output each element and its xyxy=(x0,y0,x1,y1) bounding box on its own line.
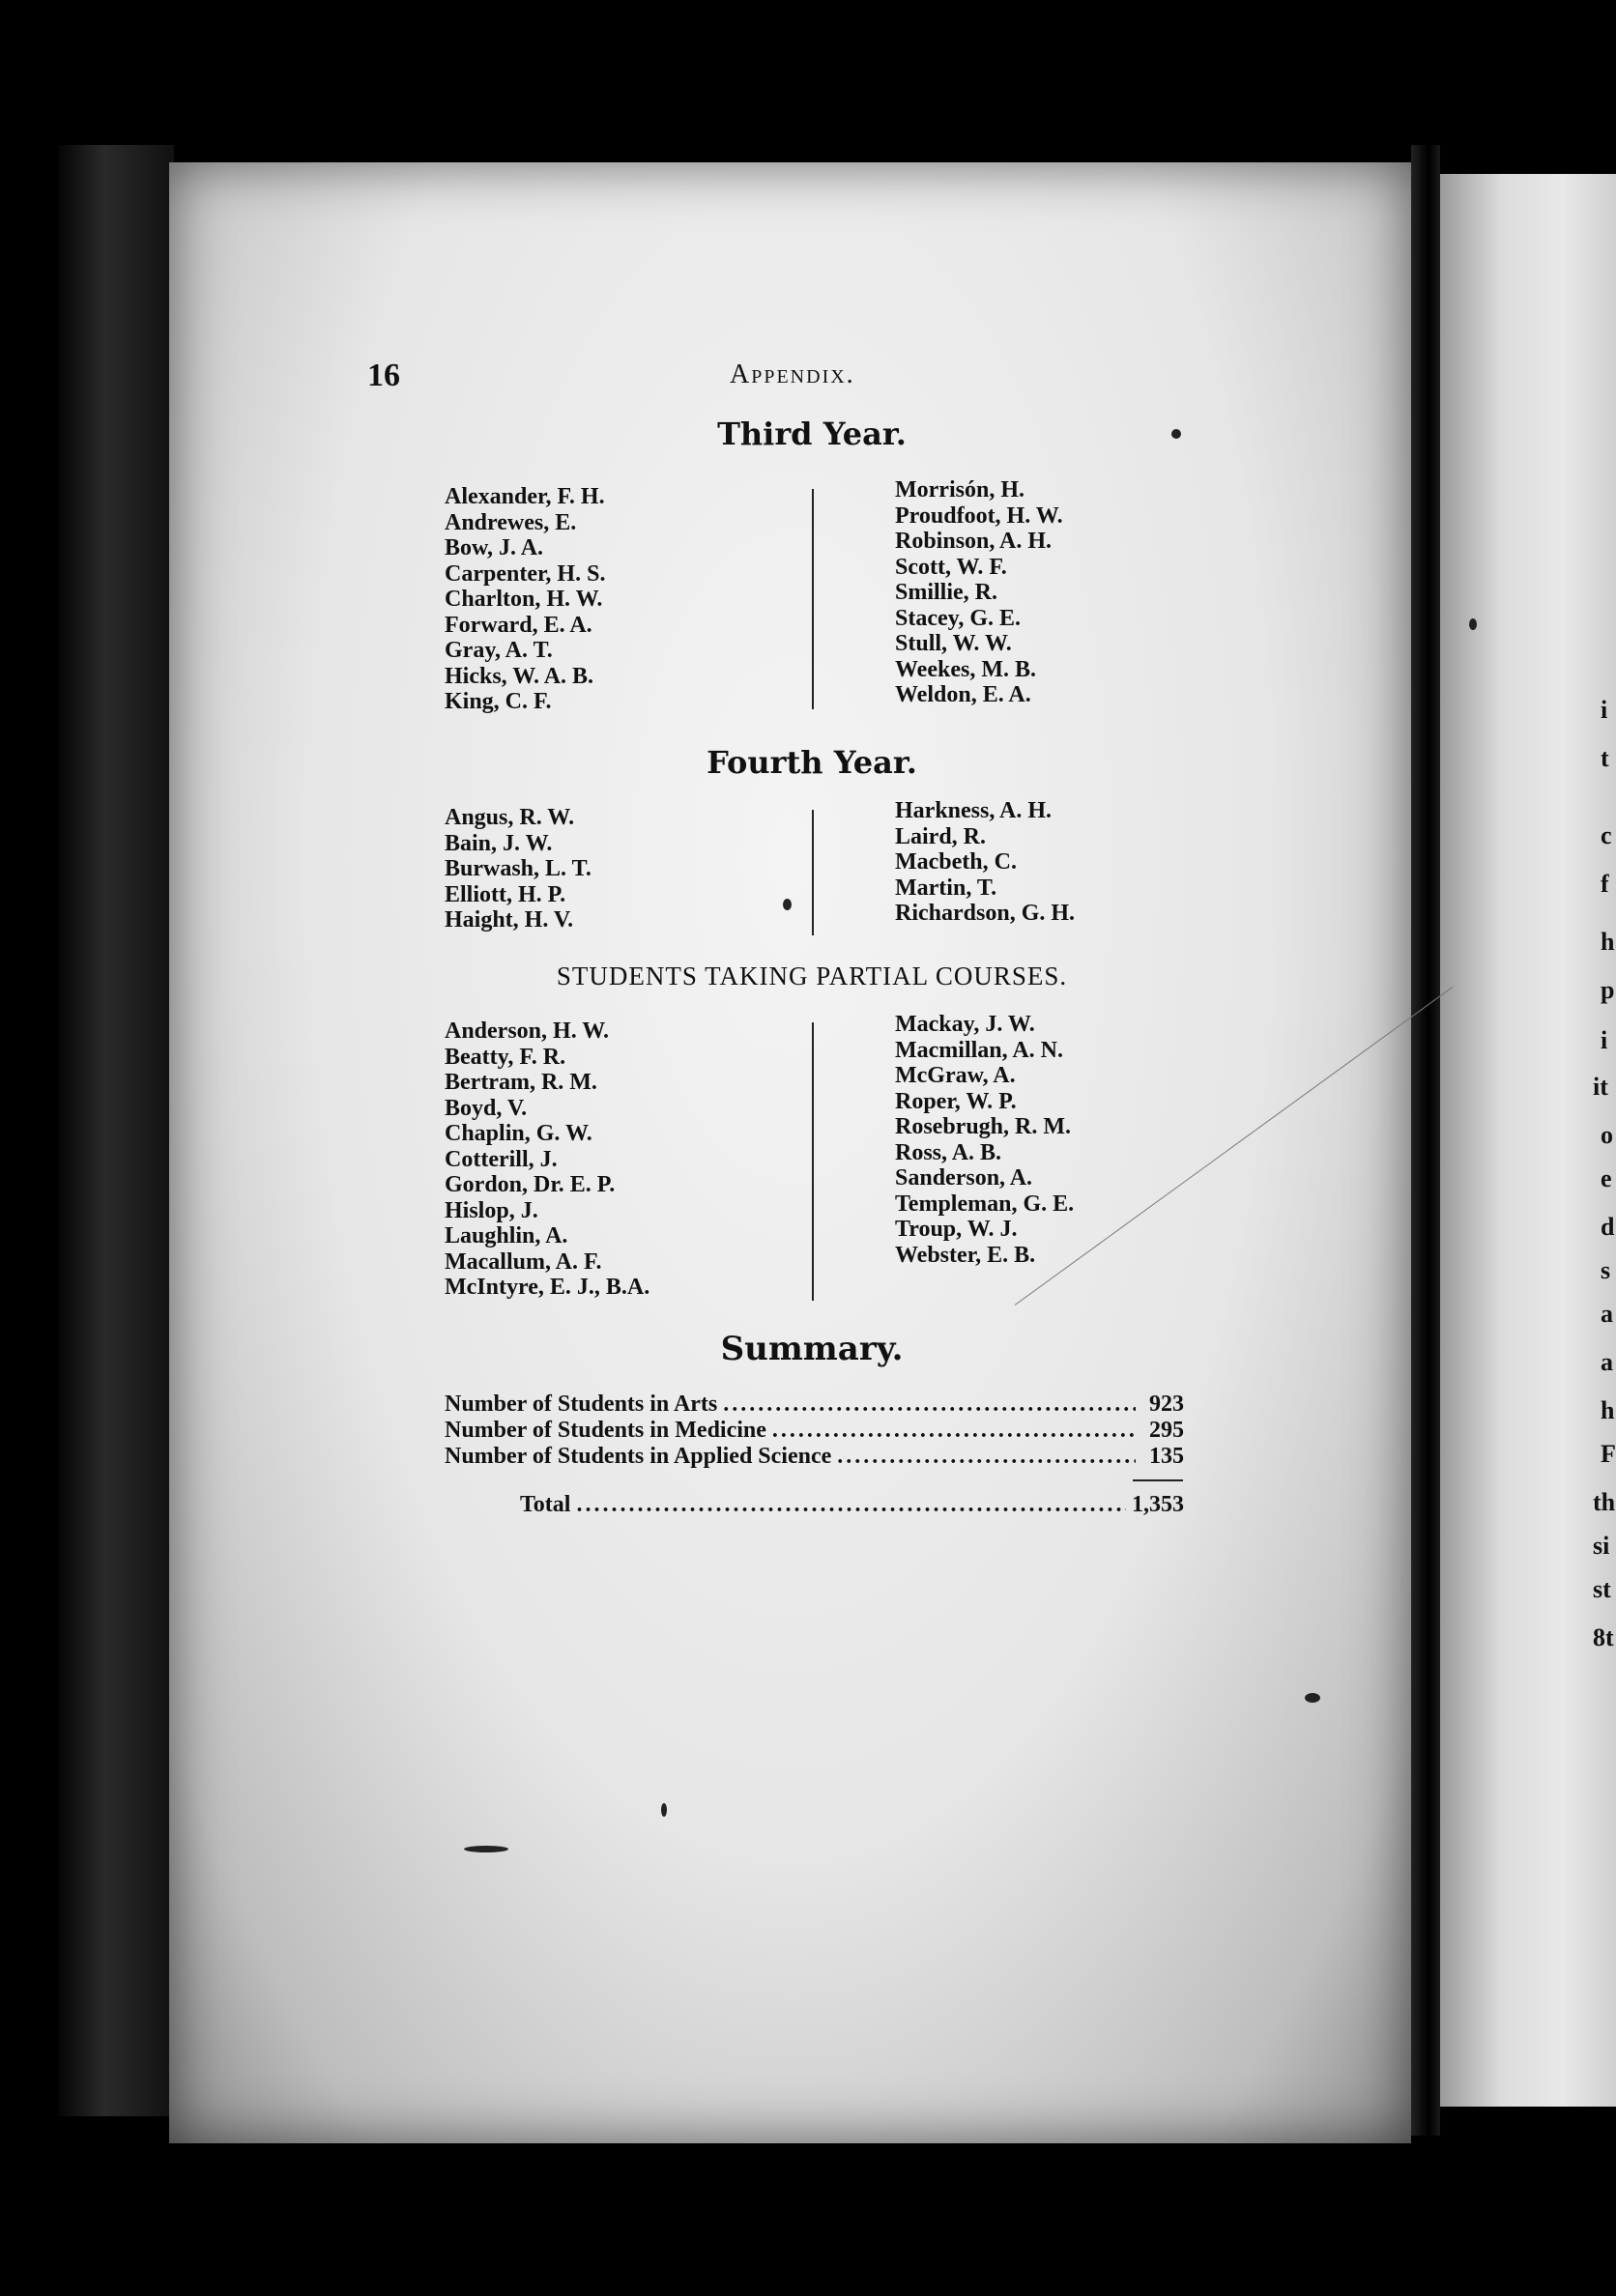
student-name: Weldon, E. A. xyxy=(895,682,1031,707)
adjacent-page-text-fragment: h xyxy=(1601,1396,1615,1424)
student-name: Proudfoot, H. W. xyxy=(895,502,1063,529)
total-value: 1,353 xyxy=(1132,1492,1184,1517)
summary-value: 135 xyxy=(1149,1444,1184,1469)
adjacent-page-text-fragment: o xyxy=(1601,1121,1613,1149)
scan-speck xyxy=(464,1846,508,1852)
student-name: Beatty, F. R. xyxy=(445,1044,566,1070)
scan-speck xyxy=(1305,1693,1320,1703)
adjacent-page-text-fragment: c xyxy=(1601,821,1612,849)
partial-right-column xyxy=(895,1012,1074,1268)
student-name: Gordon, Dr. E. P. xyxy=(445,1172,616,1197)
scan-speck xyxy=(1171,429,1181,439)
student-name: Rosebrugh, R. M. xyxy=(895,1114,1072,1139)
student-name: Webster, E. B. xyxy=(895,1242,1036,1268)
student-name: Bow, J. A. xyxy=(445,535,544,560)
summary-row-medicine xyxy=(445,1418,1184,1444)
student-name: McGraw, A. xyxy=(895,1063,1016,1088)
scan-speck xyxy=(1469,618,1477,630)
fourth-year-right-column xyxy=(895,798,1075,927)
student-name: Boyd, V. xyxy=(445,1095,528,1121)
summary-value: 923 xyxy=(1149,1392,1184,1417)
student-name: Cotterill, J. xyxy=(445,1146,558,1172)
column-divider xyxy=(812,810,814,935)
student-name: Hicks, W. A. B. xyxy=(445,663,594,689)
adjacent-page-text-fragment: a xyxy=(1601,1348,1613,1376)
student-name: Robinson, A. H. xyxy=(895,529,1053,554)
summary-row-applied-science xyxy=(445,1444,1184,1470)
adjacent-page-text-fragment: F xyxy=(1601,1440,1616,1468)
student-name: Elliott, H. P. xyxy=(445,881,566,907)
student-name: Macmillan, A. N. xyxy=(895,1037,1063,1063)
student-name: Troup, W. J. xyxy=(895,1217,1018,1242)
third-year-title: Third Year. xyxy=(717,416,907,452)
page-number: 16 xyxy=(367,358,400,393)
summary-label: Number of Students in Applied Science xyxy=(445,1444,832,1469)
fourth-year-left-column xyxy=(445,805,592,933)
student-name: Hislop, J. xyxy=(445,1197,538,1223)
summary-row-total xyxy=(520,1492,1184,1518)
total-label: Total xyxy=(520,1492,571,1517)
student-name: Richardson, G. H. xyxy=(895,901,1076,926)
total-rule xyxy=(1133,1479,1183,1481)
adjacent-page-text-fragment: d xyxy=(1601,1213,1615,1241)
student-name: Alexander, F. H. xyxy=(445,484,605,509)
student-name: Macbeth, C. xyxy=(895,849,1017,875)
student-name: Scott, W. F. xyxy=(895,554,1007,580)
adjacent-page-text-fragment: t xyxy=(1601,744,1609,772)
adjacent-page-text-fragment: h xyxy=(1601,928,1615,956)
student-name: Stacey, G. E. xyxy=(895,605,1021,631)
student-name: Mackay, J. W. xyxy=(895,1012,1035,1037)
leader-dots xyxy=(837,1444,1136,1470)
adjacent-page-text-fragment: th xyxy=(1593,1488,1616,1516)
student-name: Charlton, H. W. xyxy=(445,587,603,612)
student-name: Weekes, M. B. xyxy=(895,656,1036,682)
student-name: Templeman, G. E. xyxy=(895,1191,1075,1217)
adjacent-page-text-fragment: it xyxy=(1593,1073,1608,1101)
student-name: Carpenter, H. S. xyxy=(445,560,606,587)
student-name: Anderson, H. W. xyxy=(445,1019,610,1044)
student-name: Laughlin, A. xyxy=(445,1223,568,1248)
leader-dots xyxy=(576,1492,1126,1518)
student-name: McIntyre, E. J., B.A. xyxy=(445,1275,650,1300)
student-name: Andrewes, E. xyxy=(445,509,577,535)
student-name: Roper, W. P. xyxy=(895,1088,1017,1114)
third-year-right-column xyxy=(895,477,1063,708)
leader-dots xyxy=(772,1418,1136,1444)
partial-courses-title: STUDENTS TAKING PARTIAL COURSES. xyxy=(556,961,1068,990)
summary-value: 295 xyxy=(1149,1418,1184,1443)
adjacent-page-text-fragment: i xyxy=(1601,696,1608,724)
summary-title: Summary. xyxy=(720,1330,904,1368)
student-name: Harkness, A. H. xyxy=(895,798,1053,823)
column-divider xyxy=(812,489,814,709)
student-name: Angus, R. W. xyxy=(445,805,575,830)
student-name: Laird, R. xyxy=(895,823,987,849)
adjacent-page-text-fragment: a xyxy=(1601,1300,1613,1328)
summary-label: Number of Students in Arts xyxy=(445,1392,718,1417)
student-name: Chaplin, G. W. xyxy=(445,1121,592,1146)
student-name: Ross, A. B. xyxy=(895,1139,1002,1165)
adjacent-page-text-fragment: p xyxy=(1601,976,1615,1004)
student-name: Burwash, L. T. xyxy=(445,856,592,881)
student-name: King, C. F. xyxy=(445,689,552,714)
column-divider xyxy=(812,1022,814,1301)
student-name: Macallum, A. F. xyxy=(445,1248,602,1275)
adjacent-page-text-fragment: i xyxy=(1601,1026,1608,1054)
student-name: Gray, A. T. xyxy=(445,638,553,663)
adjacent-page-text-fragment: 8t xyxy=(1593,1623,1614,1651)
adjacent-page-text-fragment: si xyxy=(1593,1532,1610,1560)
student-name: Smillie, R. xyxy=(895,580,997,605)
summary-label: Number of Students in Medicine xyxy=(445,1418,766,1443)
third-year-left-column xyxy=(445,484,605,715)
running-head: Appendix. xyxy=(730,359,855,389)
scan-speck xyxy=(783,899,792,910)
student-name: Morrisón, H. xyxy=(895,477,1024,502)
student-name: Forward, E. A. xyxy=(445,612,592,638)
fourth-year-title: Fourth Year. xyxy=(707,744,917,781)
scan-speck xyxy=(661,1803,667,1817)
adjacent-page-text-fragment: st xyxy=(1593,1575,1611,1603)
student-name: Bain, J. W. xyxy=(445,830,553,856)
adjacent-page-text-fragment: f xyxy=(1601,870,1609,898)
student-name: Haight, H. V. xyxy=(445,907,574,933)
adjacent-page-text-fragment: e xyxy=(1601,1164,1612,1192)
student-name: Sanderson, A. xyxy=(895,1165,1033,1191)
partial-left-column xyxy=(445,1019,649,1301)
adjacent-page-text-fragment: s xyxy=(1601,1256,1611,1284)
student-name: Bertram, R. M. xyxy=(445,1070,597,1095)
student-name: Stull, W. W. xyxy=(895,631,1012,656)
leader-dots xyxy=(723,1392,1136,1418)
summary-row-arts xyxy=(445,1392,1184,1418)
student-name: Martin, T. xyxy=(895,875,997,901)
